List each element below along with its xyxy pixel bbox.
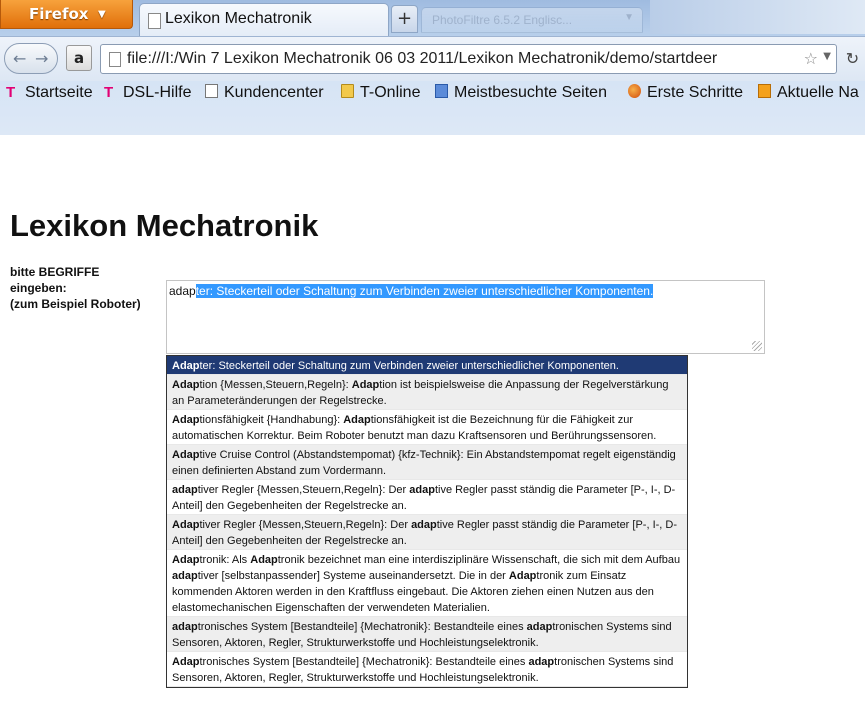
search-prompt — [10, 264, 160, 312]
new-tab-button[interactable]: + — [391, 5, 418, 33]
suggestion-text: tiver Regler {Messen,Steuern,Regeln}: Der adaptive Regler passt ständig die Parameter [P-, I-, D-Anteil] den Gegebenheiten der Regelstrecke an. — [172, 484, 676, 512]
typed-text: adap — [169, 284, 196, 298]
bookmark-meistbesuchte[interactable] — [435, 84, 607, 102]
rss-icon — [758, 84, 771, 98]
bookmark-erste-schritte[interactable] — [628, 84, 743, 102]
address-bar[interactable] — [100, 44, 837, 74]
telekom-icon: T — [104, 84, 114, 101]
suggestion-item[interactable] — [167, 550, 687, 617]
suggestion-item[interactable] — [167, 652, 687, 687]
browser-chrome — [0, 0, 865, 135]
suggestion-item[interactable] — [167, 617, 687, 652]
back-arrow-icon[interactable]: ← — [13, 49, 27, 68]
folder-icon — [341, 84, 354, 98]
chevron-down-icon: ▼ — [98, 9, 106, 20]
bookmark-label: Kundencenter — [224, 84, 324, 101]
back-forward-buttons[interactable] — [4, 43, 58, 74]
bookmark-startseite[interactable] — [6, 84, 93, 102]
suggestion-item[interactable] — [167, 356, 687, 375]
suggestion-text: tion {Messen,Steuern,Regeln}: Adaption ist beispielsweise die Anpassung der Regelverstärkung an Parameteränderungen der Regelstrecke. — [172, 379, 669, 407]
background-tab[interactable] — [421, 7, 643, 33]
chevron-down-icon: ▼ — [624, 12, 634, 23]
bookmark-label: DSL-Hilfe — [123, 84, 192, 101]
page-title: Lexikon Mechatronik — [10, 208, 319, 243]
bookmark-aktuelle[interactable] — [758, 84, 859, 102]
autocomplete-list — [166, 355, 688, 688]
resize-handle[interactable] — [752, 341, 762, 351]
bookmark-label: Startseite — [25, 84, 93, 101]
prompt-line: bitte BEGRIFFE — [10, 265, 100, 279]
suggestion-prefix: Adap — [172, 414, 200, 426]
suggestion-item[interactable] — [167, 515, 687, 550]
bookmark-kundencenter[interactable] — [205, 84, 324, 102]
reload-icon[interactable]: ↻ — [845, 49, 860, 68]
bookmark-label: Aktuelle Na — [777, 84, 859, 101]
autocomplete-selection: ter: Steckerteil oder Schaltung zum Verbinden zweier unterschiedlicher Komponenten. — [195, 284, 654, 298]
suggestion-item[interactable] — [167, 480, 687, 515]
suggestion-prefix: Adap — [172, 360, 200, 372]
suggestion-item[interactable] — [167, 445, 687, 480]
prompt-line: (zum Beispiel Roboter) — [10, 297, 141, 311]
title-bar — [0, 0, 865, 36]
bookmark-label: Meistbesuchte Seiten — [454, 84, 607, 101]
suggestion-prefix: Adap — [172, 519, 200, 531]
chevron-down-icon[interactable]: ▼ — [823, 51, 831, 62]
suggestion-text: tronisches System [Bestandteile] {Mechatronik}: Bestandteile eines adaptronischen Systems sind Sensoren, Aktoren, Regler, Strukturwerkstoffe und Hochleistungselektronik. — [172, 656, 674, 684]
firefox-menu-label: Firefox — [29, 5, 89, 23]
navigation-bar — [0, 36, 865, 81]
firefox-menu-button[interactable] — [0, 0, 133, 29]
page-icon — [205, 84, 218, 98]
search-input-text[interactable] — [169, 284, 653, 298]
suggestion-text: tronik: Als Adaptronik bezeichnet man eine interdisziplinäre Wissenschaft, die sich mit dem Aufbau adaptiver [selbstanpassender] Systeme auseinandersetzt. Die in der Adaptronik zum Einsatz kommenden Aktoren werden in den Kraftfluss eingebaut. Die Aktoren ziehen einen Nutzen aus den elastomechanischen Eigenschaften der verwendeten Materialien. — [172, 554, 681, 614]
bookmarks-toolbar — [0, 80, 865, 110]
suggestion-prefix: Adap — [172, 554, 200, 566]
suggestion-item[interactable] — [167, 375, 687, 410]
suggestion-prefix: Adap — [172, 449, 200, 461]
suggestion-text: tionsfähigkeit {Handhabung}: Adaptionsfähigkeit ist die Bezeichnung für die Fähigkeit zur automatischen Korrektur. Beim Roboter benutzt man dazu Kraftsensoren und Berührungssensoren. — [172, 414, 657, 442]
bookmark-label: T-Online — [360, 84, 421, 101]
suggestion-text: tiver Regler {Messen,Steuern,Regeln}: Der adaptive Regler passt ständig die Parameter [P-, I-, D-Anteil] den Gegebenheiten der Regelstrecke an. — [172, 519, 678, 547]
suggestion-prefix: adap — [172, 621, 198, 633]
url-text[interactable]: file:///I:/Win 7 Lexikon Mechatronik 06 03 2011/Lexikon Mechatronik/demo/startdeer — [127, 50, 718, 67]
background-tab-title: PhotoFiltre 6.5.2 Englisc... — [432, 13, 573, 27]
bookmark-dsl-hilfe[interactable] — [104, 84, 191, 102]
search-input[interactable] — [166, 280, 765, 354]
suggestion-text: ter: Steckerteil oder Schaltung zum Verbinden zweier unterschiedlicher Komponenten. — [199, 360, 619, 372]
bookmark-label: Erste Schritte — [647, 84, 744, 101]
page-icon — [109, 52, 121, 67]
star-icon[interactable]: ☆ — [801, 49, 818, 68]
suggestion-item[interactable] — [167, 410, 687, 445]
tab-title: Lexikon Mechatronik — [165, 10, 312, 27]
bookmark-t-online[interactable] — [341, 84, 420, 102]
suggestion-text: tronisches System [Bestandteile] {Mechatronik}: Bestandteile eines adaptronischen Systems sind Sensoren, Aktoren, Regler, Strukturwerkstoffe und Hochleistungselektronik. — [172, 621, 672, 649]
firefox-icon — [628, 84, 641, 98]
amazon-search-button[interactable]: a — [66, 45, 92, 71]
telekom-icon: T — [6, 84, 16, 101]
suggestion-prefix: Adap — [172, 656, 200, 668]
page-icon — [148, 13, 161, 29]
suggestion-text: tive Cruise Control (Abstandstempomat) {kfz-Technik}: Ein Abstandstempomat regelt eigenständig einen definierten Abstand zum Vordermann. — [172, 449, 676, 477]
suggestion-prefix: Adap — [172, 379, 200, 391]
forward-arrow-icon[interactable]: → — [35, 49, 49, 68]
prompt-line: eingeben: — [10, 281, 67, 295]
tab-lexikon[interactable] — [139, 3, 389, 37]
desktop-background — [650, 0, 865, 34]
suggestion-prefix: adap — [172, 484, 198, 496]
bookmark-icon — [435, 84, 448, 98]
